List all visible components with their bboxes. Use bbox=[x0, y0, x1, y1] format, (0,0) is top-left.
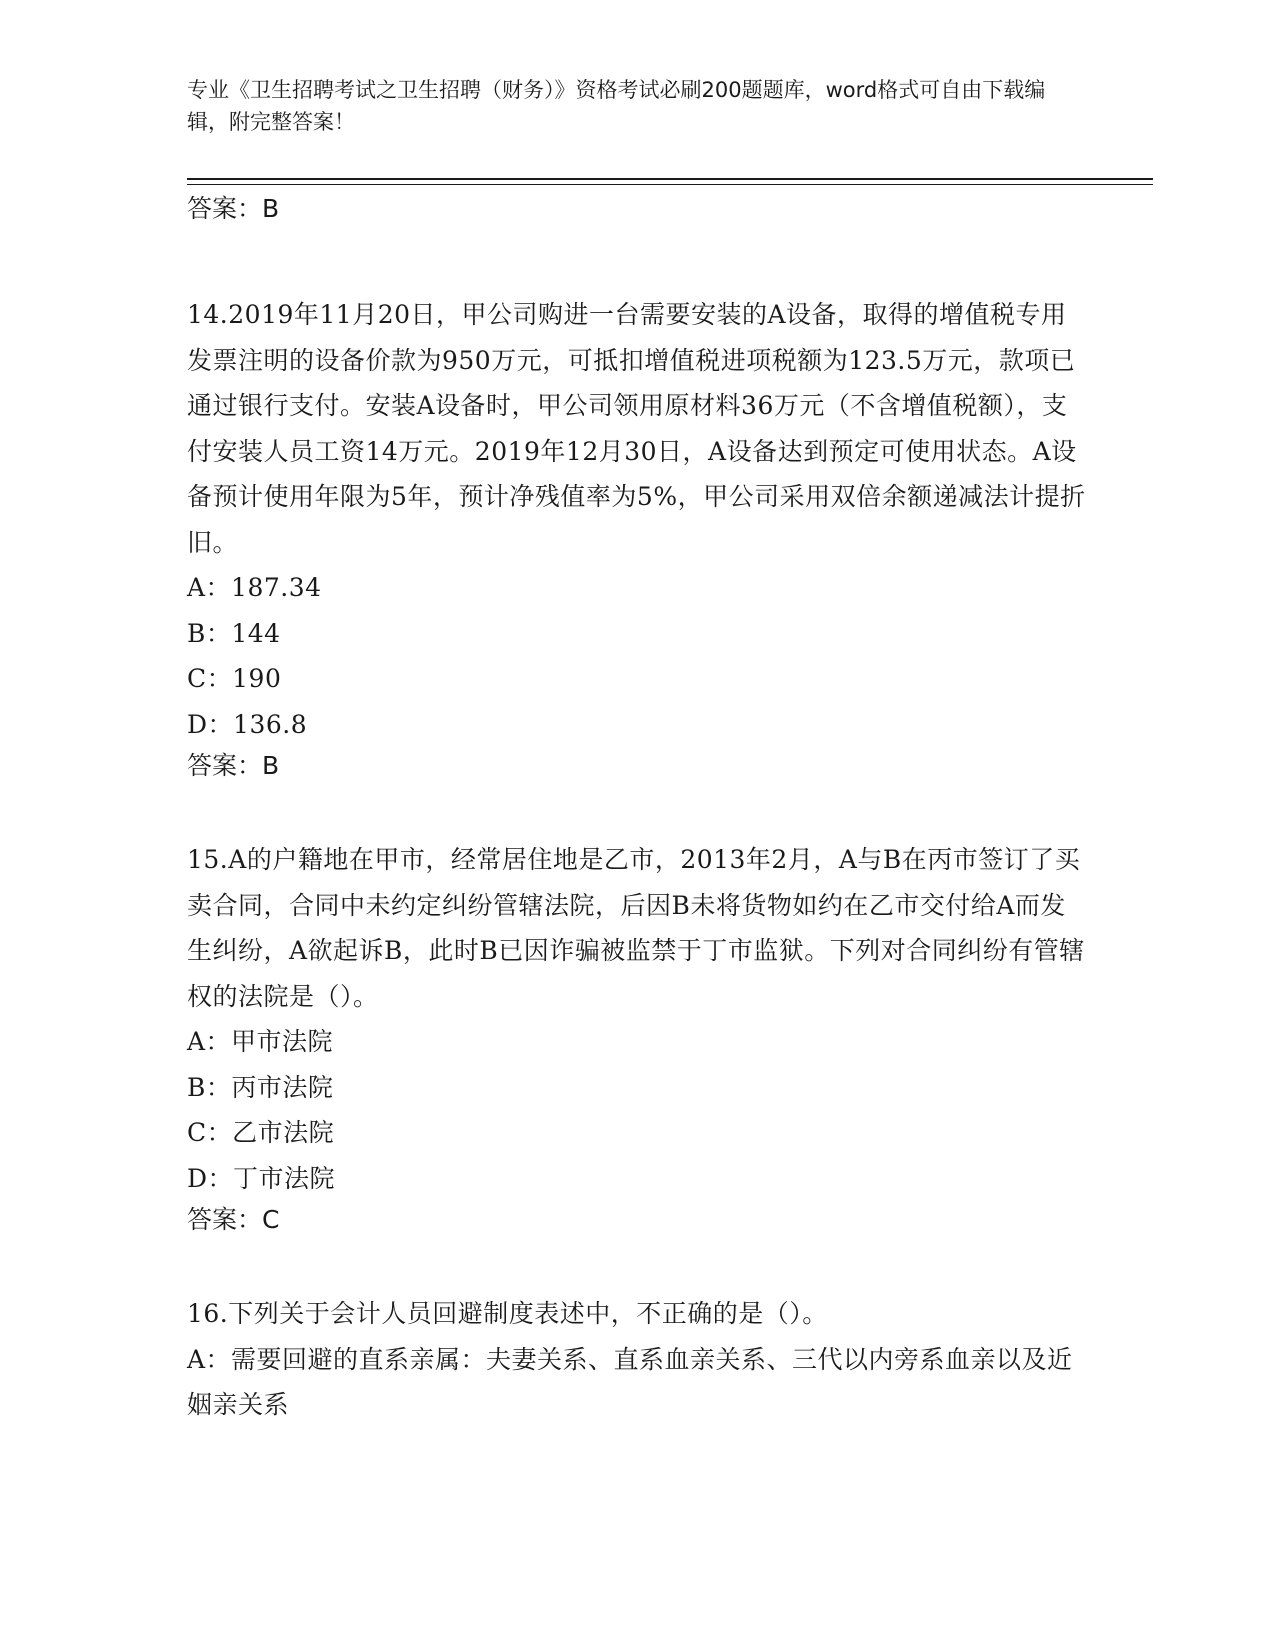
question-text: 16.下列关于会计人员回避制度表述中，不正确的是（）。 bbox=[187, 1299, 828, 1328]
question-block-15 bbox=[187, 837, 1087, 1245]
prev-answer: 答案：B bbox=[187, 194, 280, 223]
question-text: 15.A的户籍地在甲市，经常居住地是乙市，2013年2月，A与B在丙市签订了买卖合同，合同中未约定纠纷管辖法院，后因B未将货物如约在乙市交付给A而发生纠纷，A欲起诉B，此时B已因诈骗被监禁于丁市监狱。下列对合同纠纷有管辖权的法院是（）。 bbox=[187, 845, 1085, 1011]
spacer bbox=[187, 234, 1087, 292]
header-description: 专业《卫生招聘考试之卫生招聘（财务）》资格考试必刷200题题库，word格式可自由下载编辑，附完整答案！ bbox=[187, 78, 1046, 134]
option-a: A：需要回避的直系亲属：夫妻关系、直系血亲关系、三代以内旁系血亲以及近姻亲关系 bbox=[187, 1344, 1073, 1419]
question-text: 14.2019年11月20日，甲公司购进一台需要安装的A设备，取得的增值税专用发票注明的设备价款为950万元，可抵扣增值税进项税额为123.5万元，款项已通过银行支付。安装A设备时，甲公司领用原材料36万元（不含增值税额），支付安装人员工资14万元。2019年12月30日，A设备达到预定可使用状态。A设备预计使用年限为5年，预计净残值率为5%，甲公司采用双倍余额递减法计提折旧。 bbox=[187, 300, 1086, 557]
header-divider-thin bbox=[187, 184, 1153, 185]
option-a: A：187.34 bbox=[187, 573, 322, 602]
question-block-14 bbox=[187, 292, 1087, 791]
option-c: C：190 bbox=[187, 664, 282, 693]
answer: 答案：B bbox=[187, 751, 280, 780]
option-b: B：丙市法院 bbox=[187, 1072, 334, 1102]
header-divider-thick bbox=[187, 178, 1153, 180]
option-d: D：丁市法院 bbox=[187, 1163, 336, 1193]
option-a: A：甲市法院 bbox=[187, 1027, 334, 1056]
option-c: C：乙市法院 bbox=[187, 1118, 335, 1147]
spacer bbox=[187, 1245, 1087, 1291]
option-d: D：136.8 bbox=[187, 709, 308, 739]
question-content bbox=[187, 190, 1087, 1428]
spacer bbox=[187, 791, 1087, 837]
option-b: B：144 bbox=[187, 618, 281, 648]
question-block-16 bbox=[187, 1291, 1087, 1428]
answer: 答案：C bbox=[187, 1205, 280, 1234]
